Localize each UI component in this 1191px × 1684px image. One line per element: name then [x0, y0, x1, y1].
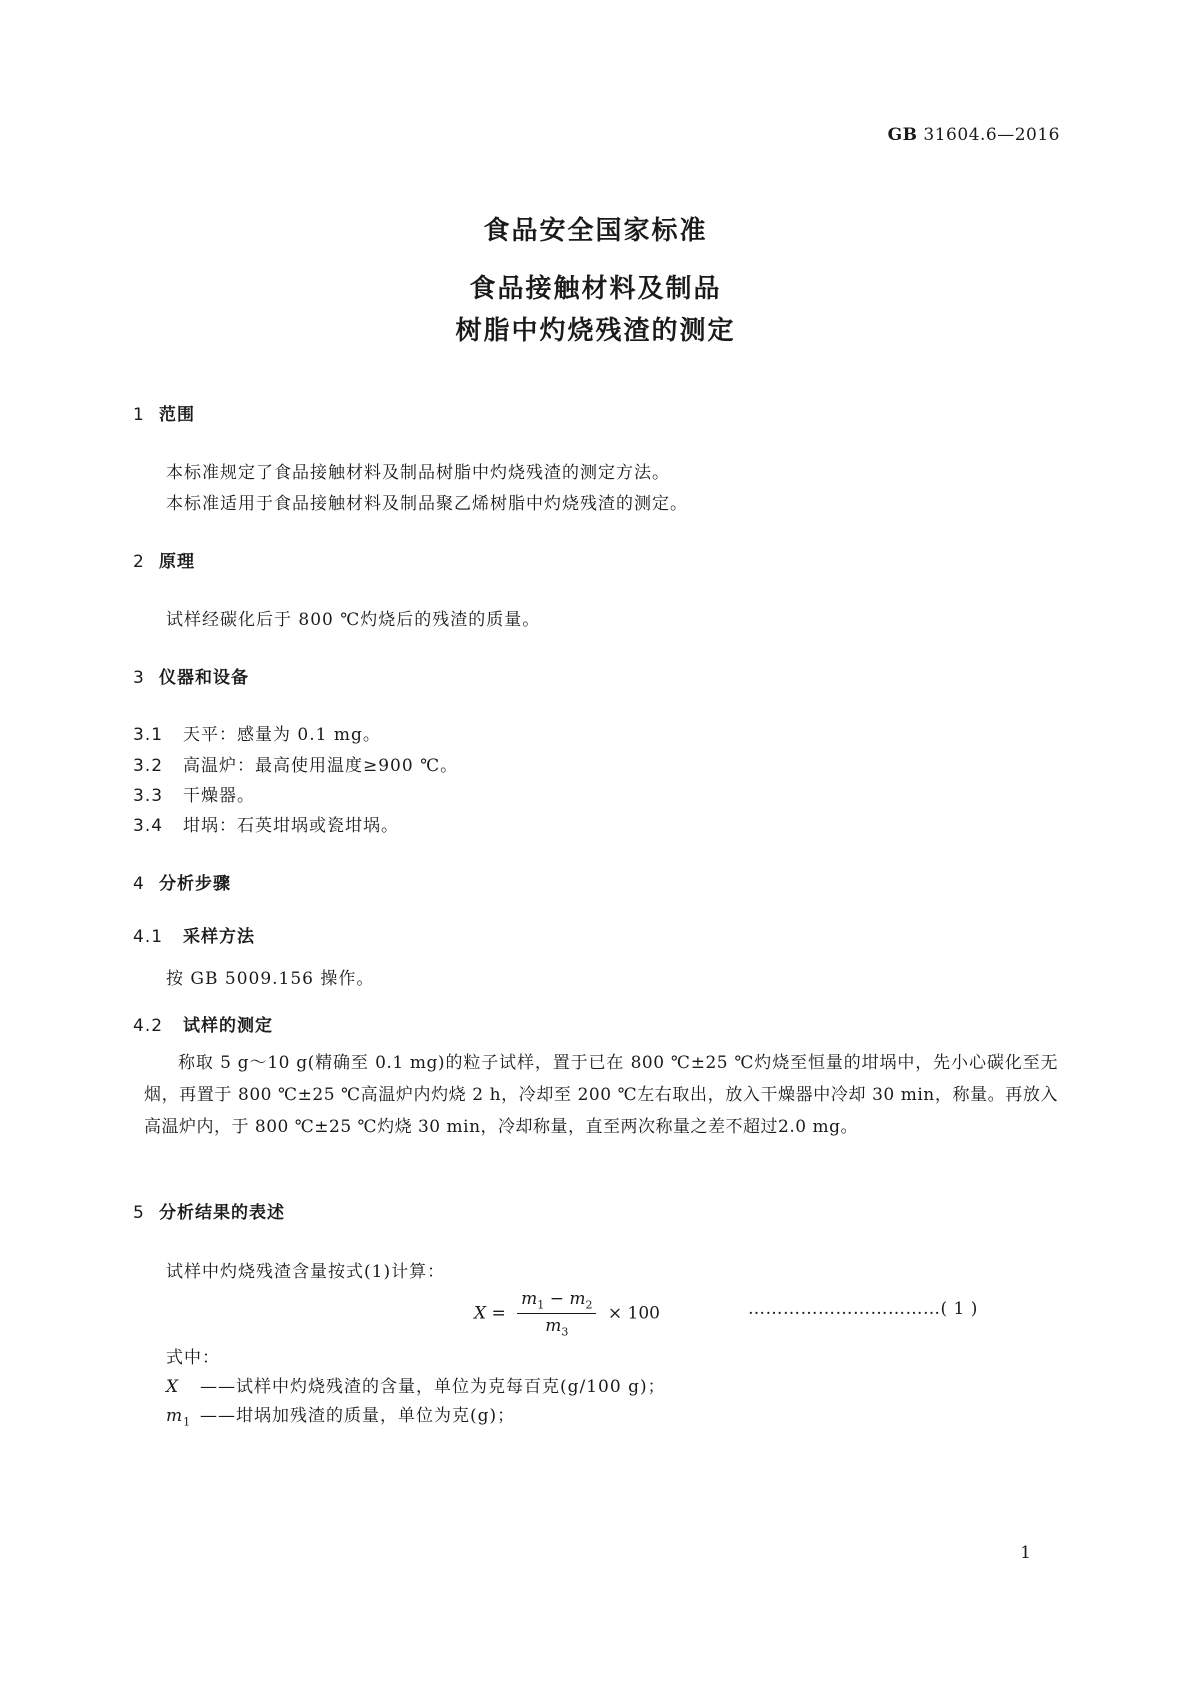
- section-title: 原理: [159, 552, 195, 572]
- subsection-number: 4.1: [133, 927, 164, 947]
- fraction-denominator: [517, 1314, 596, 1338]
- item-number: 3.2: [133, 756, 164, 776]
- section-number: 5: [133, 1203, 145, 1223]
- standard-code: 31604.6—2016: [923, 125, 1060, 145]
- formula-intro: 试样中灼烧残渣含量按式(1)计算：: [166, 1262, 446, 1282]
- section-number: 4: [133, 874, 145, 894]
- sampling-paragraph: 按 GB 5009.156 操作。: [166, 969, 375, 989]
- page-number: 1: [1020, 1543, 1031, 1563]
- title-line-2: 食品接触材料及制品: [469, 274, 722, 304]
- equipment-item: [133, 811, 399, 836]
- item-text: 干燥器。: [183, 786, 255, 806]
- variable-definition: [166, 1401, 515, 1428]
- title-line-1: 食品安全国家标准: [483, 216, 708, 246]
- var-m1: m: [521, 1289, 538, 1309]
- formula-multiplier: × 100: [607, 1303, 660, 1324]
- formula-fraction: [517, 1289, 596, 1339]
- section-4-heading: [133, 869, 231, 894]
- leader-dots: ……………………………: [748, 1299, 941, 1319]
- formula-1: [474, 1289, 660, 1339]
- title-line-3: 树脂中灼烧残渣的测定: [455, 316, 736, 346]
- var-m3: m: [545, 1316, 562, 1337]
- section-5-heading: [133, 1198, 285, 1223]
- formula-lhs: X: [474, 1303, 487, 1324]
- var-m2-sub: 2: [585, 1298, 593, 1312]
- scope-paragraph-1: 本标准规定了食品接触材料及制品树脂中灼烧残渣的测定方法。: [166, 463, 670, 483]
- variable-symbol: [166, 1406, 200, 1428]
- variable-subscript: 1: [183, 1415, 192, 1429]
- subsection-number: 4.2: [133, 1016, 164, 1036]
- measurement-paragraph: 称取 5 g～10 g(精确至 0.1 mg)的粒子试样，置于已在 800 ℃±25 ℃灼烧至恒量的坩埚中，先小心碳化至无烟，再置于 800 ℃±25 ℃高温炉内灼烧 2 h，冷却至 200 ℃左右取出，放入干燥器中冷却 30 min，称量。再放入高温炉内，于 800 ℃±25 ℃灼烧 30 min，冷却称量，直至两次称量之差不超过2.0 mg。: [144, 1053, 1058, 1137]
- formula-label: ( 1 ): [940, 1299, 978, 1319]
- section-number: 1: [133, 405, 145, 425]
- section-title: 仪器和设备: [159, 668, 249, 688]
- section-number: 2: [133, 552, 145, 572]
- section-3-heading: [133, 663, 249, 688]
- var-m1-sub: 1: [537, 1298, 545, 1312]
- var-m3-sub: 3: [561, 1325, 569, 1339]
- section-title: 分析步骤: [159, 874, 231, 894]
- variable-definition: [166, 1372, 666, 1397]
- fraction-numerator: [517, 1289, 596, 1314]
- section-1-heading: [133, 400, 195, 425]
- subsection-title: 采样方法: [183, 927, 255, 947]
- equipment-item: [133, 751, 458, 776]
- principle-paragraph: 试样经碳化后于 800 ℃灼烧后的残渣的质量。: [166, 610, 541, 630]
- subsection-4-1-heading: [133, 922, 255, 947]
- section-2-heading: [133, 547, 195, 572]
- variable-description: ——坩埚加残渣的质量，单位为克(g)；: [200, 1406, 516, 1426]
- standard-number: [888, 125, 1060, 145]
- item-number: 3.4: [133, 816, 164, 836]
- item-text: 坩埚：石英坩埚或瓷坩埚。: [183, 816, 399, 836]
- item-text: 高温炉：最高使用温度≥900 ℃。: [183, 756, 459, 776]
- where-label: 式中：: [166, 1348, 220, 1368]
- variable-letter: m: [166, 1406, 184, 1426]
- variable-description: ——试样中灼烧残渣的含量，单位为克每百克(g/100 g)；: [200, 1377, 666, 1397]
- item-number: 3.3: [133, 786, 164, 806]
- formula-equals: =: [491, 1303, 506, 1324]
- subsection-4-2-heading: [133, 1011, 273, 1036]
- equipment-item: [133, 781, 255, 806]
- scope-paragraph-2: 本标准适用于食品接触材料及制品聚乙烯树脂中灼烧残渣的测定。: [166, 494, 688, 514]
- standard-prefix: GB: [887, 125, 918, 145]
- section-number: 3: [133, 668, 145, 688]
- formula-leader: [748, 1299, 978, 1319]
- item-number: 3.1: [133, 725, 164, 745]
- equipment-item: [133, 720, 381, 745]
- subsection-title: 试样的测定: [183, 1016, 273, 1036]
- item-text: 天平：感量为 0.1 mg。: [183, 725, 381, 745]
- variable-symbol: X: [166, 1377, 180, 1397]
- minus-sign: −: [544, 1289, 570, 1309]
- section-title: 范围: [159, 405, 195, 425]
- var-m2: m: [569, 1289, 586, 1309]
- section-title: 分析结果的表述: [159, 1203, 285, 1223]
